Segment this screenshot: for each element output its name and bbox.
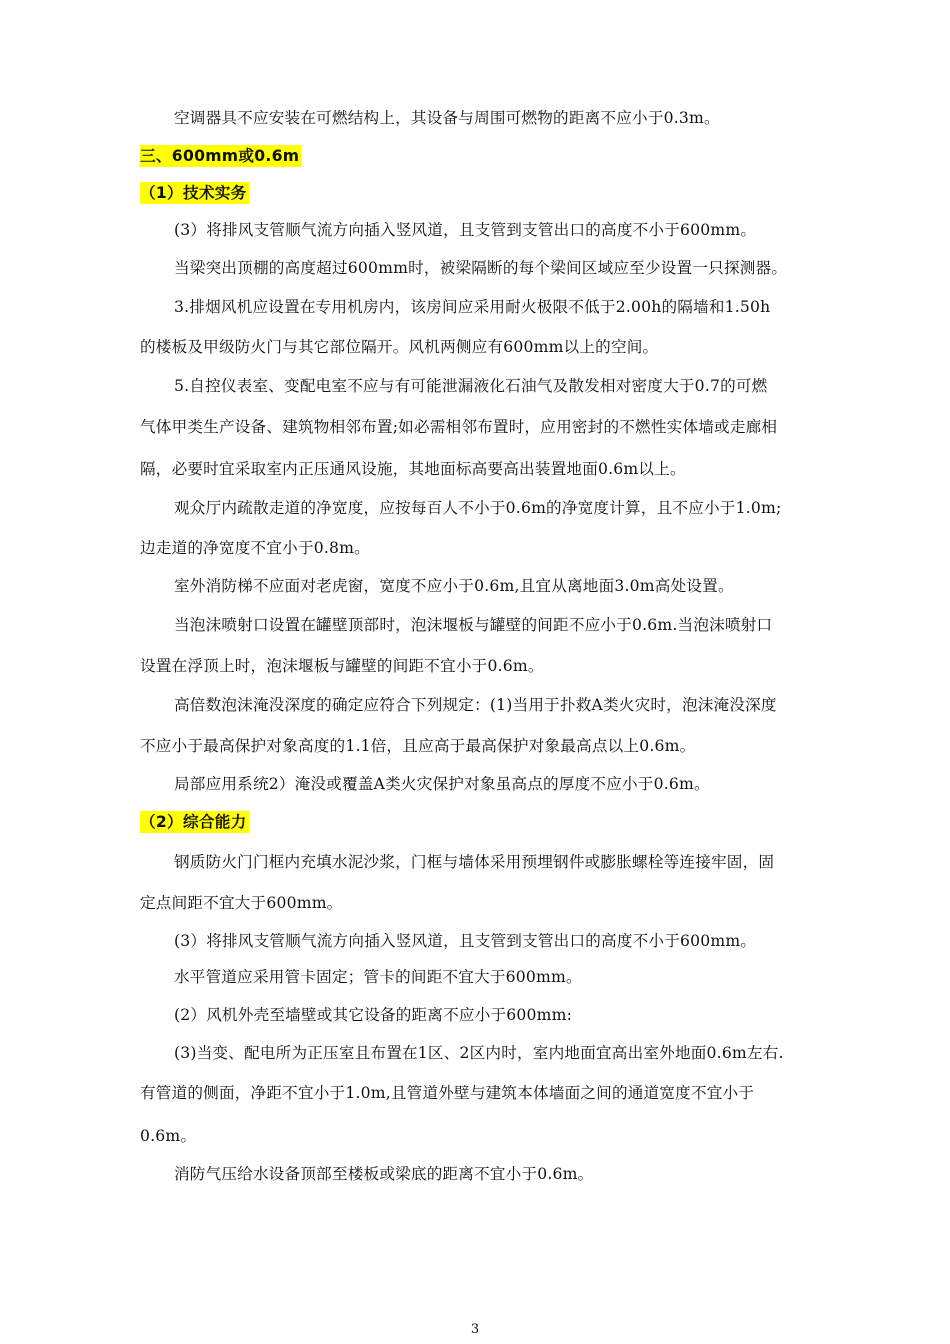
paragraph-line: (3）将排风支管顺气流方向插入竖风道，且支管到支管出口的高度不小于600mm。 xyxy=(174,932,757,950)
paragraph-line: 钢质防火门门框内充填水泥沙浆，门框与墙体采用预埋钢件或膨胀螺栓等连接牢固，固 xyxy=(174,853,775,871)
paragraph-line: 高倍数泡沫淹没深度的确定应符合下列规定：(1)当用于扑救A类火灾时，泡沫淹没深度 xyxy=(174,696,777,714)
paragraph-line: 0.6m。 xyxy=(140,1127,197,1145)
paragraph-line: 边走道的净宽度不宜小于0.8m。 xyxy=(140,539,370,557)
paragraph-line: 消防气压给水设备顶部至楼板或梁底的距离不宜小于0.6m。 xyxy=(174,1165,594,1183)
paragraph-line: 局部应用系统2）淹没或覆盖A类火灾保护对象虽高点的厚度不应小于0.6m。 xyxy=(174,775,710,793)
paragraph-line: 有管道的侧面，净距不宜小于1.0m,且管道外壁与建筑本体墙面之间的通道宽度不宜小于 xyxy=(140,1084,755,1102)
paragraph-line: 设置在浮顶上时，泡沫堰板与罐壁的间距不宜小于0.6m。 xyxy=(140,657,544,675)
paragraph-line: 定点间距不宜大于600mm。 xyxy=(140,894,343,912)
paragraph-line: 水平管道应采用管卡固定；管卡的间距不宜大于600mm。 xyxy=(174,968,582,986)
paragraph-line: 5.自控仪表室、变配电室不应与有可能泄漏液化石油气及散发相对密度大于0.7的可燃 xyxy=(174,377,768,395)
section-heading: 三、600mm或0.6m xyxy=(140,147,300,165)
paragraph-line: 3.排烟风机应设置在专用机房内，该房间应采用耐火极限不低于2.00h的隔墙和1.50h xyxy=(174,298,771,316)
paragraph-line: 空调器具不应安装在可燃结构上，其设备与周围可燃物的距离不应小于0.3m。 xyxy=(174,109,720,127)
paragraph-line: 不应小于最高保护对象高度的1.1倍，且应高于最高保护对象最高点以上0.6m。 xyxy=(140,737,696,755)
paragraph-line: 室外消防梯不应面对老虎窗，宽度不应小于0.6m,且宜从离地面3.0m高处设置。 xyxy=(174,577,734,595)
paragraph-line: 当梁突出顶棚的高度超过600mm时，被梁隔断的每个梁间区域应至少设置一只探测器。 xyxy=(174,259,788,277)
paragraph-line: 当泡沫喷射口设置在罐壁顶部时，泡沫堰板与罐壁的间距不应小于0.6m.当泡沫喷射口 xyxy=(174,616,773,634)
subsection-heading: （2）综合能力 xyxy=(140,813,247,831)
page-number: 3 xyxy=(470,1322,480,1337)
paragraph-line: 观众厅内疏散走道的净宽度，应按每百人不小于0.6m的净宽度计算，且不应小于1.0m; xyxy=(174,499,782,517)
paragraph-line: 气体甲类生产设备、建筑物相邻布置;如必需相邻布置时，应用密封的不燃性实体墙或走廊相 xyxy=(140,418,778,436)
paragraph-line: (2）风机外壳至墙壁或其它设备的距离不应小于600mm: xyxy=(174,1006,573,1024)
paragraph-line: 隔，必要时宜采取室内正压通风设施，其地面标高要高出装置地面0.6m以上。 xyxy=(140,460,686,478)
paragraph-line: 的楼板及甲级防火门与其它部位隔开。风机两侧应有600mm以上的空间。 xyxy=(140,338,659,356)
subsection-heading: （1）技术实务 xyxy=(140,184,247,202)
paragraph-line: (3）将排风支管顺气流方向插入竖风道，且支管到支管出口的高度不小于600mm。 xyxy=(174,221,757,239)
paragraph-line: (3)当变、配电所为正压室且布置在1区、2区内时，室内地面宜高出室外地面0.6m左右. xyxy=(174,1044,784,1062)
